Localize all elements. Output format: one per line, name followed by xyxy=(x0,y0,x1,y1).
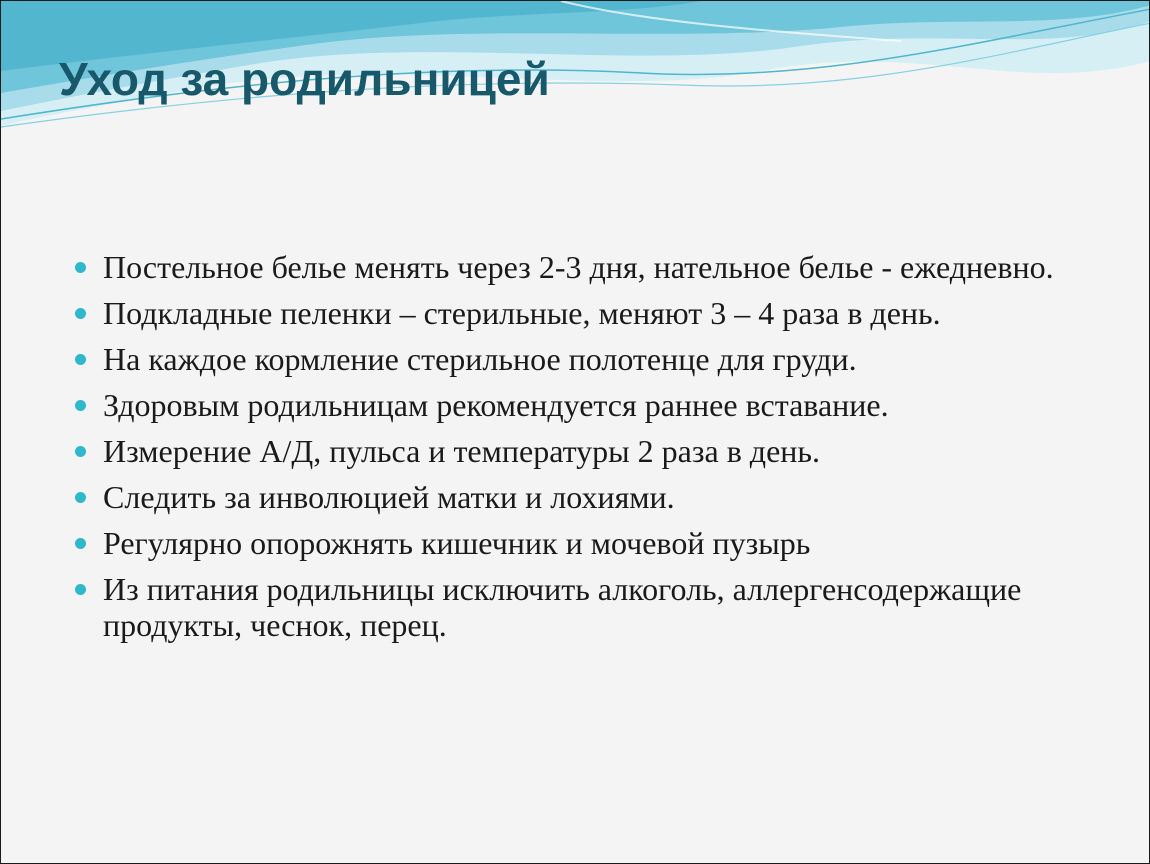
bullet-icon xyxy=(75,262,86,273)
list-item-text: Измерение А/Д, пульса и температуры 2 раза в день. xyxy=(103,433,820,469)
bullet-icon xyxy=(75,538,86,549)
bullet-icon xyxy=(75,492,86,503)
list-item xyxy=(75,525,1095,561)
list-item-text: Подкладные пеленки – стерильные, меняют 3 – 4 раза в день. xyxy=(103,295,941,331)
bullet-icon xyxy=(75,308,86,319)
list-item xyxy=(75,295,1095,331)
bullet-icon xyxy=(75,584,86,595)
bullet-icon xyxy=(75,354,86,365)
bullet-icon xyxy=(75,446,86,457)
list-item xyxy=(75,479,1095,515)
list-item xyxy=(75,341,1095,377)
list-item-text: На каждое кормление стерильное полотенце для груди. xyxy=(103,341,857,377)
list-item-text: Из питания родильницы исключить алкоголь, аллергенсодержащие продукты, чеснок, перец. xyxy=(103,571,1022,643)
bullet-list xyxy=(75,249,1095,653)
list-item-text: Следить за инволюцией матки и лохиями. xyxy=(103,479,675,515)
list-item xyxy=(75,571,1095,643)
bullet-icon xyxy=(75,400,86,411)
list-item-text: Постельное белье менять через 2-3 дня, нательное белье - ежедневно. xyxy=(103,249,1054,285)
list-item xyxy=(75,387,1095,423)
list-item-text: Здоровым родильницам рекомендуется раннее вставание. xyxy=(103,387,889,423)
list-item xyxy=(75,433,1095,469)
list-item-text: Регулярно опорожнять кишечник и мочевой пузырь xyxy=(103,525,811,561)
slide-title: Уход за родильницей xyxy=(59,53,550,105)
list-item xyxy=(75,249,1095,285)
